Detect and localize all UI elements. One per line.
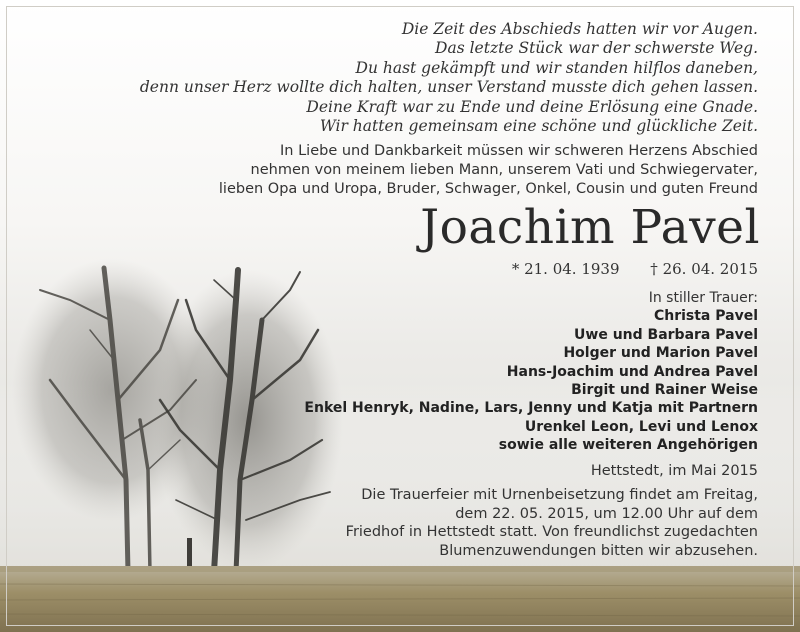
poem-line: Das letzte Stück war der schwerste Weg.	[435, 39, 758, 58]
mourner-name: Hans-Joachim und Andrea Pavel	[506, 363, 758, 380]
poem-line: Wir hatten gemeinsam eine schöne und glückliche Zeit.	[319, 117, 758, 136]
poem-line: denn unser Herz wollte dich halten, unser Verstand musste dich gehen lassen.	[139, 78, 758, 97]
mourner-name: sowie alle weiteren Angehörigen	[498, 437, 758, 454]
mourner-name: Holger und Marion Pavel	[563, 345, 758, 362]
mourners-heading: In stiller Trauer:	[648, 290, 758, 306]
intro-line: In Liebe und Dankbarkeit müssen wir schweren Herzens Abschied	[280, 143, 758, 159]
birth-date: * 21. 04. 1939	[511, 260, 620, 278]
poem-line: Du hast gekämpft und wir standen hilflos daneben,	[355, 58, 758, 77]
death-date: † 26. 04. 2015	[650, 260, 758, 278]
mourner-name: Urenkel Leon, Levi und Lenox	[524, 418, 758, 435]
funeral-line: dem 22. 05. 2015, um 12.00 Uhr auf dem	[455, 505, 758, 522]
funeral-line: Blumenzuwendungen bitten wir abzusehen.	[439, 542, 758, 559]
mourner-name: Uwe und Barbara Pavel	[574, 326, 758, 343]
funeral-notice	[238, 486, 758, 560]
mourner-name: Enkel Henryk, Nadine, Lars, Jenny und Katja mit Partnern	[304, 400, 758, 417]
memorial-poem	[38, 20, 758, 136]
intro-line: lieben Opa und Uropa, Bruder, Schwager, Onkel, Cousin und guten Freund	[218, 181, 758, 198]
funeral-line: Friedhof in Hettstedt statt. Von freundlichst zugedachten	[345, 524, 758, 541]
announcement-intro	[38, 142, 758, 200]
funeral-line: Die Trauerfeier mit Urnenbeisetzung findet am Freitag,	[361, 487, 758, 503]
mourner-name: Birgit und Rainer Weise	[571, 382, 758, 399]
poem-line: Deine Kraft war zu Ende und deine Erlösung eine Gnade.	[306, 97, 758, 116]
mourner-name: Christa Pavel	[653, 308, 758, 325]
deceased-name: Joachim Pavel	[420, 200, 760, 255]
life-dates	[486, 258, 758, 280]
intro-line: nehmen von meinem lieben Mann, unserem Vati und Schwiegervater,	[250, 162, 758, 179]
mourners-list	[238, 289, 758, 455]
place-and-date: Hettstedt, im Mai 2015	[590, 463, 758, 479]
poem-line: Die Zeit des Abschieds hatten wir vor Augen.	[401, 20, 758, 38]
